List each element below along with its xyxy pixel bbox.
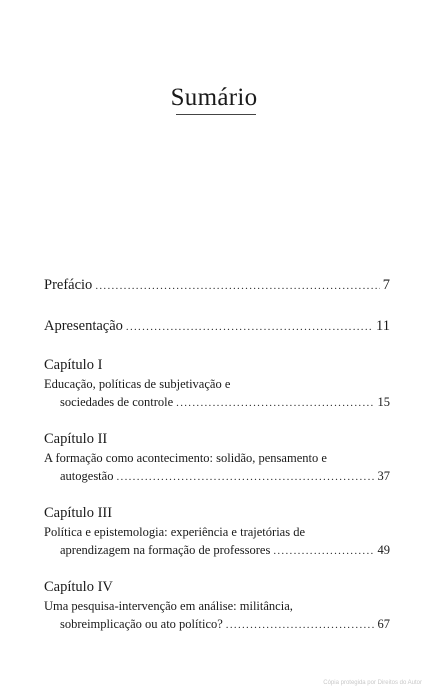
toc-entry-label: Prefácio [44,277,93,293]
toc-chapter-1[interactable] [44,356,390,412]
page-title: Sumário [170,84,258,111]
toc-entry-prefacio[interactable] [44,276,390,295]
chapter-title-line: Educação, políticas de subjetivação e [44,377,231,391]
chapter-label: Capítulo I [44,357,103,373]
chapter-title-line: aprendizagem na formação de professores [60,543,271,557]
leader-dots [126,318,373,336]
chapter-title-last-line [44,615,390,634]
chapter-page: 37 [377,469,390,483]
chapter-label: Capítulo II [44,431,108,447]
leader-dots [273,542,374,560]
leader-dots [116,468,374,486]
table-of-contents [44,276,390,634]
chapter-title-line: sociedades de controle [60,395,174,409]
toc-chapter-3[interactable] [44,504,390,560]
leader-dots [226,616,375,634]
toc-chapter-2[interactable] [44,430,390,486]
leader-dots [176,394,374,412]
chapter-title-line: sobreimplicação ou ato político? [60,617,223,631]
chapter-title-line: autogestão [60,469,114,483]
title-underline [176,114,256,115]
chapter-page: 15 [377,395,390,409]
chapter-title-line: Política e epistemologia: experiência e trajetórias de [44,525,306,539]
toc-entry-label: Apresentação [44,318,123,334]
toc-entry-page: 11 [376,318,390,334]
toc-chapter-4[interactable] [44,578,390,634]
chapter-title-last-line [44,541,390,560]
toc-entry-page: 7 [382,277,390,293]
chapter-title-line: A formação como acontecimento: solidão, pensamento e [44,451,327,465]
chapter-title-last-line [44,393,390,412]
copyright-watermark: Cópia protegida por Direitos do Autor [323,680,422,686]
chapter-page: 49 [377,543,390,557]
chapter-page: 67 [377,617,390,631]
chapter-label: Capítulo IV [44,579,113,595]
toc-entry-apresentacao[interactable] [44,317,390,336]
chapter-label: Capítulo III [44,505,113,521]
leader-dots [95,277,379,295]
chapter-title-line: Uma pesquisa-intervenção em análise: militância, [44,599,293,613]
chapter-title-last-line [44,467,390,486]
